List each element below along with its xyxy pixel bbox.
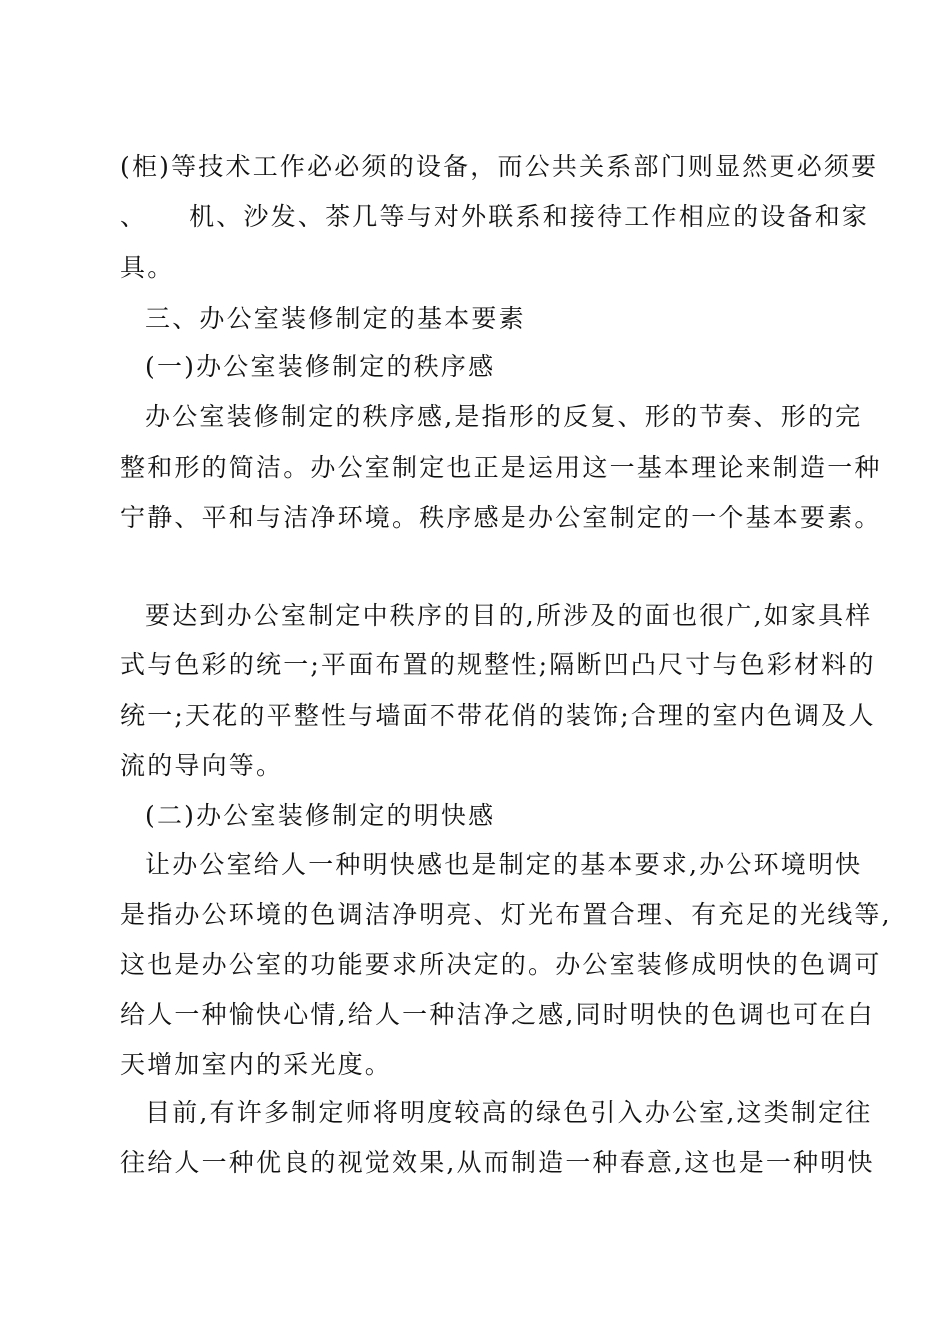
- text-line-2: 、 机、沙发、茶几等与对外联系和接待工作相应的设备和家: [120, 202, 870, 231]
- text-line-3: 具。: [120, 253, 175, 282]
- text-line-14: 让办公室给人一种明快感也是制定的基本要求,办公环境明快: [145, 850, 863, 879]
- text-line-15: 是指办公环境的色调洁净明亮、灯光布置合理、有充足的光线等,: [120, 900, 892, 929]
- text-line-17: 给人一种愉快心情,给人一种洁净之感,同时明快的色调也可在白: [120, 1000, 875, 1029]
- text-line-20: 往给人一种优良的视觉效果,从而制造一种春意,这也是一种明快: [120, 1148, 875, 1177]
- text-line-19: 目前,有许多制定师将明度较高的绿色引入办公室,这类制定往: [145, 1098, 873, 1127]
- text-line-8: 宁静、平和与洁净环境。秩序感是办公室制定的一个基本要素。: [120, 503, 882, 532]
- text-line-12: 流的导向等。: [120, 751, 284, 780]
- text-line-16: 这也是办公室的功能要求所决定的。办公室装修成明快的色调可: [120, 950, 882, 979]
- section-heading: 三、办公室装修制定的基本要素: [145, 304, 526, 333]
- text-line-10: 式与色彩的统一;平面布置的规整性;隔断凹凸尺寸与色彩材料的: [120, 650, 876, 679]
- text-line-11: 统一;天花的平整性与墙面不带花俏的装饰;合理的室内色调及人: [120, 701, 876, 730]
- text-line-1: (柜)等技术工作必必须的设备，而公共关系部门则显然更必须要: [120, 152, 879, 181]
- subsection-heading-2: (二)办公室装修制定的明快感: [145, 801, 496, 830]
- text-line-6: 办公室装修制定的秩序感,是指形的反复、形的节奏、形的完: [145, 402, 863, 431]
- text-line-7: 整和形的简洁。办公室制定也正是运用这一基本理论来制造一种: [120, 453, 882, 482]
- text-line-9: 要达到办公室制定中秩序的目的,所涉及的面也很广,如家具样: [145, 601, 873, 630]
- text-line-18: 天增加室内的采光度。: [120, 1050, 393, 1079]
- subsection-heading-1: (一)办公室装修制定的秩序感: [145, 352, 496, 381]
